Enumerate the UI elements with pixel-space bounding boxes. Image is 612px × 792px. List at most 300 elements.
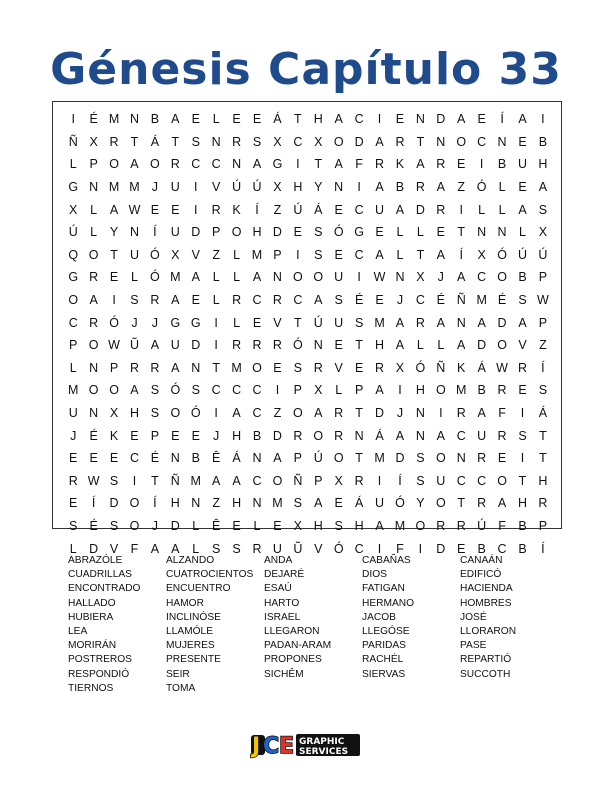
grid-letter: T — [355, 406, 363, 421]
grid-letter: D — [272, 428, 282, 443]
grid-row — [63, 402, 553, 425]
grid-letter: B — [395, 180, 405, 195]
grid-letter: X — [416, 270, 425, 285]
grid-letter: U — [170, 225, 180, 240]
grid-letter: C — [252, 406, 262, 421]
grid-letter: Ñ — [293, 473, 303, 488]
svg-text:C: C — [263, 734, 280, 759]
grid-letter: O — [333, 451, 344, 466]
grid-letter: I — [214, 406, 218, 421]
grid-letter: U — [170, 180, 180, 195]
grid-letter: X — [109, 406, 119, 421]
word-list-item: PARIDAS — [362, 640, 406, 652]
grid-letter: Ó — [415, 360, 426, 375]
grid-letter: P — [89, 157, 98, 172]
grid-letter: É — [89, 112, 98, 127]
grid-letter: R — [129, 360, 139, 375]
grid-letter: E — [171, 428, 180, 443]
grid-letter: H — [252, 225, 262, 240]
grid-letter: H — [517, 496, 527, 511]
grid-letter: A — [314, 293, 323, 308]
grid-letter: R — [150, 293, 160, 308]
grid-letter: Z — [273, 406, 282, 421]
grid-letter: S — [538, 383, 548, 398]
grid-letter: O — [231, 225, 242, 240]
grid-letter: Á — [354, 496, 364, 511]
grid-row — [63, 266, 553, 289]
grid-letter: A — [375, 180, 384, 195]
grid-letter: O — [435, 496, 446, 511]
grid-letter: B — [150, 112, 160, 127]
grid-letter: H — [129, 406, 139, 421]
grid-letter: N — [89, 360, 99, 375]
grid-letter: C — [456, 428, 466, 443]
grid-letter: V — [191, 247, 200, 262]
grid-letter: A — [518, 112, 527, 127]
grid-letter: I — [439, 406, 443, 421]
word-list-item: HALLADO — [68, 597, 116, 609]
grid-letter: P — [211, 225, 221, 240]
grid-letter: A — [314, 496, 323, 511]
grid-letter: E — [273, 518, 282, 533]
grid-letter: É — [89, 428, 98, 443]
grid-letter: S — [109, 518, 119, 533]
grid-letter: G — [68, 180, 79, 195]
grid-letter: S — [252, 134, 262, 149]
grid-letter: C — [354, 112, 364, 127]
grid-letter: E — [375, 225, 384, 240]
word-list-item: CUATROCIENTOS — [166, 569, 254, 581]
word-list-item: PASE — [460, 640, 487, 652]
grid-letter: C — [477, 270, 487, 285]
grid-letter: I — [275, 383, 280, 398]
grid-letter: R — [272, 338, 282, 353]
grid-letter: N — [497, 225, 507, 240]
grid-letter: O — [292, 406, 303, 421]
grid-letter: S — [293, 496, 303, 511]
grid-letter: P — [273, 247, 282, 262]
grid-letter: A — [130, 383, 139, 398]
grid-letter: O — [435, 451, 446, 466]
grid-letter: R — [497, 383, 507, 398]
grid-letter: Ó — [395, 496, 405, 511]
grid-letter: T — [212, 360, 220, 375]
grid-letter: A — [109, 202, 119, 217]
grid-letter: S — [211, 541, 221, 556]
grid-letter: X — [69, 202, 78, 217]
grid-letter: S — [314, 247, 323, 262]
grid-letter: H — [354, 518, 364, 533]
grid-letter: N — [415, 428, 425, 443]
grid-letter: A — [375, 518, 384, 533]
grid-letter: Ó — [292, 338, 303, 353]
grid-letter: A — [457, 112, 466, 127]
grid-letter: T — [355, 451, 363, 466]
grid-letter: A — [436, 315, 445, 330]
grid-letter: P — [354, 383, 364, 398]
grid-letter: N — [272, 270, 282, 285]
grid-letter: R — [89, 315, 99, 330]
grid-letter: W — [128, 202, 141, 217]
word-list-item: SEIR — [166, 668, 190, 680]
grid-letter: N — [129, 225, 139, 240]
grid-letter: B — [518, 518, 527, 533]
grid-letter: Ú — [538, 247, 548, 262]
word-list-item: LLEGÓSE — [362, 626, 410, 638]
grid-letter: A — [497, 496, 507, 511]
grid-letter: D — [395, 451, 405, 466]
grid-letter: I — [459, 202, 463, 217]
grid-letter: R — [232, 134, 242, 149]
grid-row — [63, 492, 553, 515]
grid-letter: U — [272, 541, 282, 556]
grid-letter: R — [538, 496, 548, 511]
grid-letter: Í — [91, 496, 96, 511]
grid-letter: R — [375, 360, 385, 375]
word-list-item: JOSÉ — [460, 611, 487, 623]
grid-letter: A — [436, 247, 445, 262]
word-list-item: JACOB — [362, 611, 396, 623]
grid-letter: A — [171, 541, 180, 556]
grid-letter: T — [110, 247, 118, 262]
word-list — [68, 554, 558, 696]
grid-letter: W — [87, 473, 100, 488]
jce-logo — [250, 728, 362, 762]
grid-letter: H — [293, 180, 303, 195]
grid-letter: T — [294, 315, 302, 330]
grid-letter: C — [293, 134, 303, 149]
grid-letter: Ũ — [293, 541, 303, 556]
grid-letter: R — [415, 180, 425, 195]
grid-letter: Ó — [109, 315, 119, 330]
grid-letter: T — [130, 134, 139, 149]
grid-letter: U — [375, 496, 385, 511]
grid-row — [63, 424, 553, 447]
grid-letter: A — [211, 473, 221, 488]
grid-letter: Ñ — [436, 360, 446, 375]
grid-letter: R — [456, 518, 466, 533]
grid-letter: S — [232, 541, 241, 556]
grid-letter: Y — [314, 180, 323, 195]
grid-letter: K — [109, 428, 119, 443]
grid-letter: G — [190, 315, 201, 330]
grid-letter: I — [112, 293, 116, 308]
grid-letter: O — [435, 383, 446, 398]
grid-letter: Í — [398, 473, 402, 488]
grid-letter: D — [436, 541, 446, 556]
grid-letter: R — [232, 293, 242, 308]
grid-letter: T — [171, 134, 180, 149]
grid-letter: A — [477, 406, 486, 421]
grid-letter: R — [68, 473, 78, 488]
grid-letter: L — [131, 270, 138, 285]
grid-row — [63, 379, 553, 402]
grid-letter: X — [538, 225, 548, 240]
grid-letter: I — [377, 112, 382, 127]
grid-letter: C — [415, 293, 425, 308]
word-list-item: TOMA — [166, 682, 196, 694]
grid-letter: Z — [539, 338, 547, 353]
grid-letter: F — [498, 406, 506, 421]
grid-letter: B — [497, 157, 507, 172]
grid-letter: E — [436, 225, 445, 240]
grid-letter: R — [436, 157, 446, 172]
grid-letter: E — [252, 315, 262, 330]
grid-letter: Z — [212, 247, 220, 262]
grid-letter: A — [150, 338, 160, 353]
grid-letter: I — [132, 473, 137, 488]
grid-letter: L — [90, 225, 98, 240]
grid-letter: I — [357, 180, 361, 195]
grid-letter: G — [354, 225, 364, 240]
grid-letter: R — [477, 451, 487, 466]
grid-letter: H — [538, 473, 548, 488]
grid-letter: C — [191, 157, 201, 172]
grid-letter: U — [436, 473, 446, 488]
grid-letter: É — [89, 518, 98, 533]
grid-letter: P — [150, 428, 160, 443]
letter-grid — [63, 108, 553, 560]
grid-letter: F — [355, 157, 363, 172]
grid-letter: I — [71, 112, 75, 127]
grid-letter: L — [192, 541, 200, 556]
grid-letter: E — [354, 360, 364, 375]
grid-letter: Ê — [211, 518, 221, 533]
grid-letter: A — [130, 157, 139, 172]
grid-letter: G — [68, 270, 79, 285]
grid-letter: E — [69, 451, 78, 466]
word-list-item: ENCUENTRO — [166, 583, 231, 595]
grid-letter: E — [518, 134, 527, 149]
grid-letter: L — [478, 202, 486, 217]
grid-letter: X — [293, 518, 303, 533]
grid-letter: K — [395, 157, 405, 172]
grid-letter: T — [416, 247, 425, 262]
grid-row — [63, 131, 553, 154]
grid-letter: O — [497, 270, 507, 285]
grid-letter: C — [252, 293, 262, 308]
grid-letter: E — [109, 270, 119, 285]
grid-letter: D — [109, 496, 119, 511]
grid-letter: D — [191, 225, 201, 240]
word-list-item: RESPONDIÓ — [68, 668, 130, 680]
grid-letter: N — [477, 225, 487, 240]
grid-letter: S — [314, 225, 323, 240]
grid-letter: Y — [109, 225, 119, 240]
grid-letter: Ñ — [456, 293, 466, 308]
grid-letter: T — [457, 225, 466, 240]
grid-letter: D — [89, 541, 99, 556]
grid-letter: I — [194, 180, 198, 195]
word-list-item: RACHÉL — [362, 654, 404, 666]
grid-letter: C — [354, 247, 364, 262]
word-search-grid — [52, 101, 562, 556]
grid-letter: U — [334, 270, 344, 285]
grid-letter: H — [538, 157, 548, 172]
word-list-item: SICHÊM — [264, 668, 304, 680]
grid-letter: C — [293, 293, 303, 308]
word-list-item: ALZANDO — [166, 555, 215, 566]
grid-letter: O — [497, 338, 507, 353]
grid-letter: R — [211, 202, 221, 217]
grid-letter: V — [273, 315, 282, 330]
grid-letter: A — [314, 406, 323, 421]
grid-letter: E — [334, 247, 343, 262]
grid-letter: D — [497, 315, 507, 330]
word-list-item: HERMANO — [362, 597, 415, 609]
grid-letter: R — [517, 360, 527, 375]
grid-letter: S — [191, 383, 200, 398]
grid-letter: O — [313, 428, 324, 443]
grid-letter: M — [190, 473, 201, 488]
grid-letter: S — [518, 428, 527, 443]
grid-letter: C — [354, 541, 364, 556]
word-list-item: LLORARON — [460, 626, 517, 638]
grid-letter: R — [334, 406, 344, 421]
grid-letter: M — [374, 451, 385, 466]
grid-letter: I — [296, 247, 300, 262]
grid-letter: T — [518, 473, 527, 488]
grid-letter: E — [191, 112, 200, 127]
grid-letter: O — [129, 518, 140, 533]
grid-letter: S — [354, 315, 364, 330]
grid-letter: C — [252, 383, 262, 398]
grid-letter: Í — [500, 112, 504, 127]
word-list-item: HUBIERA — [68, 611, 114, 623]
grid-letter: J — [151, 180, 159, 195]
grid-letter: A — [457, 270, 466, 285]
grid-letter: H — [170, 496, 180, 511]
grid-letter: M — [272, 496, 283, 511]
grid-letter: W — [496, 360, 508, 375]
grid-letter: X — [314, 383, 323, 398]
grid-letter: H — [375, 338, 385, 353]
grid-letter: E — [334, 338, 343, 353]
grid-letter: I — [479, 157, 484, 172]
grid-letter: N — [395, 270, 405, 285]
grid-letter: I — [541, 112, 545, 127]
grid-letter: O — [88, 247, 99, 262]
grid-letter: A — [436, 428, 445, 443]
grid-letter: O — [109, 157, 119, 172]
grid-letter: D — [191, 338, 201, 353]
grid-letter: R — [354, 473, 364, 488]
grid-letter: S — [518, 293, 527, 308]
grid-letter: E — [232, 518, 241, 533]
grid-letter: O — [170, 406, 181, 421]
grid-letter: T — [294, 112, 302, 127]
grid-letter: J — [396, 293, 404, 308]
word-list-item: EDIFICÓ — [460, 569, 502, 581]
grid-letter: Z — [212, 496, 220, 511]
grid-letter: E — [191, 293, 200, 308]
grid-letter: Ú — [252, 180, 262, 195]
grid-letter: A — [171, 112, 180, 127]
grid-letter: O — [150, 157, 160, 172]
svg-text:J: J — [252, 734, 261, 759]
grid-letter: E — [69, 496, 78, 511]
grid-letter: B — [477, 383, 486, 398]
word-list-item: CANAÁN — [460, 555, 503, 566]
grid-letter: Ú — [477, 518, 487, 533]
grid-letter: A — [375, 134, 384, 149]
word-list-item: LEA — [68, 626, 88, 638]
grid-letter: Ñ — [68, 134, 78, 149]
grid-letter: Á — [232, 451, 241, 466]
grid-letter: J — [151, 518, 159, 533]
grid-letter: A — [538, 180, 548, 195]
grid-letter: R — [232, 338, 242, 353]
word-list-item: LLAMÓLE — [166, 626, 213, 638]
grid-letter: N — [170, 451, 180, 466]
grid-letter: G — [272, 157, 283, 172]
grid-letter: C — [456, 473, 466, 488]
grid-letter: W — [537, 293, 549, 308]
grid-letter: O — [497, 473, 507, 488]
grid-letter: Ú — [517, 247, 527, 262]
grid-letter: N — [191, 496, 201, 511]
grid-letter: I — [377, 473, 382, 488]
grid-letter: O — [415, 518, 426, 533]
word-list-item: INCLINÓSE — [166, 611, 221, 623]
page-title: Génesis Capítulo 33 — [50, 44, 562, 95]
grid-letter: L — [498, 202, 506, 217]
word-list-item: TIERNOS — [68, 682, 114, 694]
word-list-item: DIOS — [362, 569, 387, 581]
grid-letter: I — [214, 338, 218, 353]
grid-letter: R — [293, 428, 303, 443]
grid-letter: N — [313, 338, 323, 353]
grid-letter: M — [231, 360, 242, 375]
grid-letter: A — [171, 360, 180, 375]
grid-letter: Ó — [170, 383, 181, 398]
grid-letter: R — [89, 270, 99, 285]
grid-letter: L — [498, 180, 506, 195]
grid-letter: N — [129, 112, 139, 127]
grid-letter: A — [375, 247, 384, 262]
grid-letter: X — [477, 247, 486, 262]
grid-letter: C — [211, 383, 221, 398]
grid-letter: R — [109, 134, 119, 149]
grid-letter: O — [68, 293, 79, 308]
grid-letter: B — [518, 541, 527, 556]
word-list-item: MORIRÁN — [68, 640, 117, 652]
grid-letter: B — [518, 270, 527, 285]
grid-letter: V — [314, 541, 323, 556]
grid-letter: E — [334, 202, 343, 217]
word-list-item: SUCCOTH — [460, 668, 511, 680]
grid-letter: E — [109, 451, 119, 466]
grid-letter: O — [129, 496, 140, 511]
grid-letter: L — [396, 247, 404, 262]
grid-letter: M — [251, 247, 263, 262]
grid-letter: Á — [477, 360, 486, 375]
grid-row — [63, 244, 553, 267]
grid-letter: N — [497, 134, 507, 149]
grid-letter: E — [232, 112, 241, 127]
grid-letter: T — [539, 451, 547, 466]
grid-letter: N — [354, 428, 364, 443]
grid-letter: Ũ — [129, 338, 139, 353]
word-list-item: HARTO — [264, 597, 300, 609]
grid-letter: É — [150, 451, 160, 466]
grid-letter: Á — [314, 202, 323, 217]
grid-letter: I — [214, 315, 218, 330]
grid-letter: R — [150, 360, 160, 375]
grid-letter: C — [354, 202, 364, 217]
grid-letter: T — [355, 338, 363, 353]
grid-letter: K — [232, 202, 241, 217]
